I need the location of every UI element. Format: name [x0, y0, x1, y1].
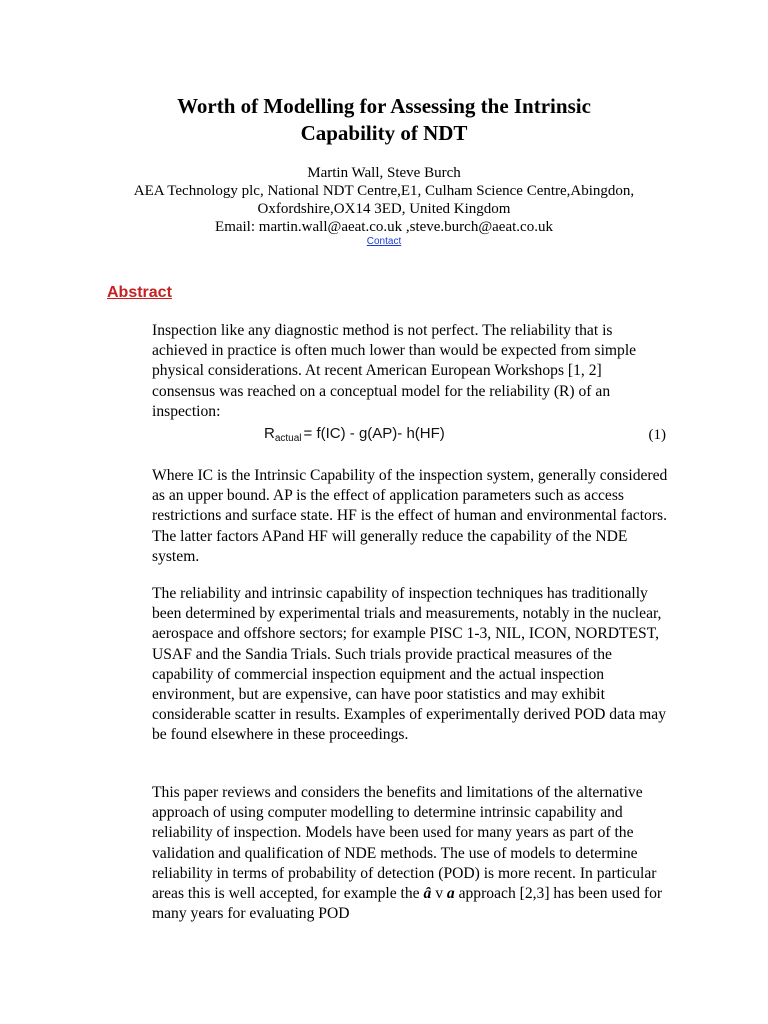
reliability-equation	[264, 425, 445, 448]
paper-title	[104, 93, 664, 147]
paragraph-text: Inspection like any diagnostic method is not perfect. The reliability that is achieved in practice is often much lower than would be expected from simple physical considerations. At recent American European Workshops [1, 2] consensus was reached on a conceptual model for the reliability (R) of an inspection:	[152, 322, 637, 420]
abstract-paragraph-4	[152, 783, 668, 924]
equation-r: R	[264, 425, 275, 442]
affiliation-line-1: AEA Technology plc, National NDT Centre,E1, Culham Science Centre,Abingdon,	[133, 183, 635, 199]
email-line: Email: martin.wall@aeat.co.uk ,steve.burch@aeat.co.uk	[215, 219, 553, 235]
abstract-paragraph-1	[152, 321, 668, 422]
equation-number: (1)	[648, 427, 666, 443]
title-line-2: Capability of NDT	[300, 121, 468, 145]
equation-1	[152, 425, 668, 445]
author-block	[84, 164, 684, 248]
affiliation-line-2: Oxfordshire,OX14 3ED, United Kingdom	[257, 201, 511, 217]
abstract-paragraph-2	[152, 466, 668, 567]
a-symbol: a	[446, 885, 455, 903]
a-hat-symbol: â	[423, 885, 432, 903]
paragraph-text	[152, 783, 668, 924]
paragraph-4-text: This paper reviews and considers the benefits and limitations of the alternative approach of using computer modelling to determine intrinsic capability and reliability of inspection. Models have been used for many years as part of the validation and qualification of NDE methods. The use of models to determine reliability in terms of probability of detection (POD) is more recent. In particular areas this is well accepted, for example the	[152, 784, 657, 903]
title-line-1: Worth of Modelling for Assessing the Intrinsic	[177, 94, 591, 118]
abstract-heading: Abstract	[107, 284, 172, 301]
versus-text: v	[435, 885, 443, 903]
author-names: Martin Wall, Steve Burch	[307, 165, 461, 181]
equation-rhs: = f(IC) - g(AP)- h(HF)	[303, 425, 445, 442]
paragraph-4-tail: approach [2,3] has been used for many years for evaluating POD	[152, 885, 663, 923]
contact-link[interactable]: Contact	[366, 236, 402, 247]
paragraph-text: The reliability and intrinsic capability of inspection techniques has traditionally been determined by experimental trials and measurements, notably in the nuclear, aerospace and offshore sectors; for example PISC 1-3, NIL, ICON, NORDTEST, USAF and the Sandia Trials. Such trials provide practical measures of the capability of commercial inspection equipment and the actual inspection environment, but are expensive, can have poor statistics and may exhibit considerable scatter in results. Examples of experimentally derived POD data may be found elsewhere in these proceedings.	[152, 585, 666, 744]
abstract-paragraph-3	[152, 584, 668, 746]
paragraph-text: Where IC is the Intrinsic Capability of the inspection system, generally considered as an upper bound. AP is the effect of application parameters such as access restrictions and surface state. HF is the effect of human and environmental factors. The latter factors APand HF will generally reduce the capability of the NDE system.	[152, 467, 668, 565]
equation-subscript: actual	[274, 433, 302, 444]
